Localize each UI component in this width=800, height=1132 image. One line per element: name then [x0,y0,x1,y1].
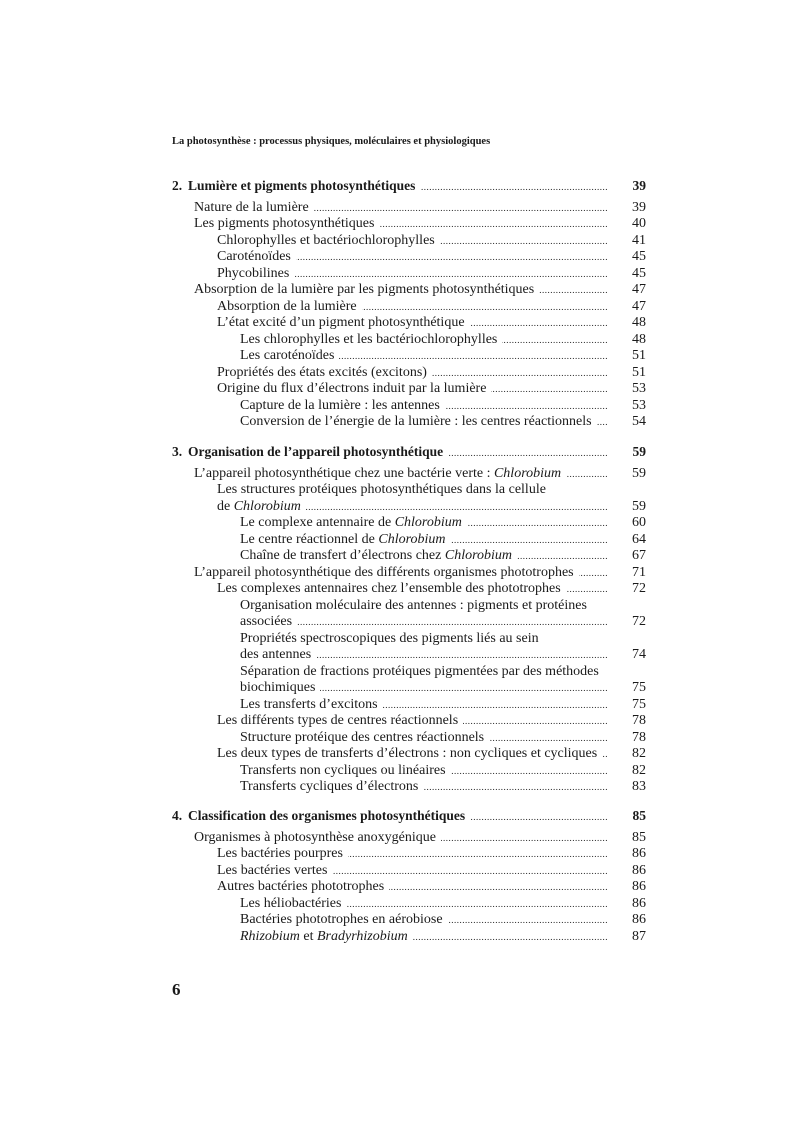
entry-title [217,249,291,266]
toc-entry [172,565,646,582]
entry-title-part: Nature de la lumière [194,199,309,215]
dot-leader [296,249,608,266]
toc-entry [172,515,646,532]
dot-leader [467,515,608,532]
dot-leader [440,233,608,250]
page-ref: 60 [632,515,646,530]
chapter-heading [172,444,443,461]
chapter-number: 3. [172,444,183,459]
toc-entry [172,631,646,648]
page-ref: 85 [632,829,646,845]
toc-entry [172,846,646,863]
entry-title [217,233,435,250]
dot-leader [320,680,608,697]
entry-title-part: L’appareil photosynthétique des différents organismes phototrophes [194,564,574,580]
page-ref: 82 [632,762,646,778]
page-ref: 86 [632,862,646,878]
page-ref: 78 [632,729,646,745]
toc-entry [172,896,646,913]
page-ref: 72 [632,581,646,596]
chapter-heading [172,178,415,195]
dot-leader [348,846,608,863]
entry-title [240,598,587,615]
entry-title-part: Les complexes antennaires chez l’ensemble des phototrophes [217,581,561,596]
entry-title [240,515,462,532]
entry-title-part: Structure protéique des centres réactionnels [240,729,485,745]
toc-entry [172,282,646,299]
entry-title [194,200,309,217]
page-ref: 78 [632,713,646,728]
entry-title [217,365,427,382]
entry-title-part: Absorption de la lumière par les pigments photosynthétiques [194,282,535,297]
dot-leader [339,348,608,365]
entry-title-part: des antennes [240,647,312,662]
dot-leader [597,414,608,431]
entry-title [217,746,597,763]
dot-leader [413,929,608,946]
dot-leader [314,200,608,217]
entry-title [217,879,384,896]
dot-leader [602,746,608,763]
dot-leader [379,216,608,233]
toc-entry [172,365,646,382]
page-ref: 82 [632,746,646,761]
entry-title-part: Bactéries phototrophes en aérobiose [240,912,443,927]
page-ref: 39 [632,178,646,193]
toc-entry [172,697,646,714]
entry-title-part: Organismes à photosynthèse anoxygénique [194,829,436,845]
chapter-number: 4. [172,808,183,823]
entry-title [194,216,374,233]
toc-entry [172,863,646,880]
page-ref: 53 [632,381,646,396]
entry-title [240,779,418,796]
entry-title-part: Les deux types de transferts d’électrons : non cycliques et cycliques [217,746,598,761]
entry-title [240,548,512,565]
page-ref: 39 [632,199,646,215]
entry-title-part: Chlorobium [444,548,513,563]
entry-title [240,929,408,946]
entry-title [194,466,561,483]
entry-title [240,763,446,780]
entry-title-part: Les pigments photosynthétiques [194,216,375,231]
entry-title [194,830,436,847]
entry-title [240,614,292,631]
toc-entry [172,499,646,516]
dot-leader [579,565,608,582]
dot-leader [517,548,608,565]
entry-title [240,912,443,929]
dot-leader [420,179,608,196]
entry-title-part: Phycobilines [217,265,290,281]
entry-title-part: et [299,928,317,944]
dot-leader [389,879,608,896]
page-ref: 45 [632,249,646,264]
dot-leader [502,332,608,349]
entry-title-part: Caroténoïdes [217,249,291,264]
page-ref: 86 [632,879,646,894]
dot-leader [448,912,608,929]
entry-title-part: Transferts non cycliques ou linéaires [240,762,446,778]
dot-leader [445,398,608,415]
entry-title [217,482,546,499]
chapter-heading [172,808,465,825]
page-number: 6 [172,980,181,999]
toc-entry [172,482,646,499]
entry-title-part: Conversion de l’énergie de la lumière : les centres réactionnels [240,414,592,429]
dot-leader [463,713,608,730]
toc-entry [172,763,646,780]
toc-chapter-title [172,178,646,195]
dot-leader [489,730,608,747]
chapter-title: Organisation de l’appareil photosynthétique [188,444,444,459]
entry-title [217,863,327,880]
dot-leader [470,809,608,826]
toc-chapter-title [172,444,646,461]
toc-entry [172,200,646,217]
dot-leader [451,763,608,780]
entry-title [217,299,357,316]
dot-leader [491,381,608,398]
entry-title-part: Organisation moléculaire des antennes : pigments et protéines [240,597,587,613]
toc-section-3 [172,444,646,796]
toc-entry [172,398,646,415]
entry-title-part: biochimiques [240,680,316,695]
page-ref: 51 [632,364,646,380]
toc-section-4 [172,808,646,945]
dot-leader [441,830,608,847]
entry-title-part: Les héliobactéries [240,895,342,911]
toc-entry [172,912,646,929]
toc-entry [172,466,646,483]
page-ref: 64 [632,531,646,547]
entry-title [240,332,497,349]
dot-leader [297,614,608,631]
entry-title [194,565,574,582]
entry-title-part: Absorption de la lumière [217,298,357,314]
toc-entry [172,581,646,598]
toc-entry [172,713,646,730]
page-ref: 41 [632,232,646,248]
entry-title-part: Transferts cycliques d’électrons [240,779,419,794]
page-ref: 53 [632,397,646,413]
entry-title-part: Les structures protéiques photosynthétiques dans la cellule [217,482,546,497]
page-ref: 59 [632,444,646,459]
entry-title [217,713,458,730]
entry-title [217,381,486,398]
entry-title-part: Les différents types de centres réactionnels [217,713,459,728]
entry-title [240,631,539,648]
toc-entry [172,614,646,631]
toc-entry [172,830,646,847]
dot-leader [346,896,608,913]
toc-entry [172,548,646,565]
entry-title-part: Les bactéries pourpres [217,846,343,861]
chapter-number: 2. [172,178,183,193]
dot-leader [432,365,608,382]
toc-entry [172,348,646,365]
chapter-title: Classification des organismes photosynthétiques [188,808,466,823]
chapter-title: Lumière et pigments photosynthétiques [188,178,416,193]
page-ref: 59 [632,465,646,481]
toc-entry [172,381,646,398]
dot-leader [566,466,608,483]
entry-title-part: L’appareil photosynthétique chez une bactérie verte : [194,465,494,481]
entry-title [217,499,301,516]
entry-title-part: Le complexe antennaire de [240,515,395,530]
entry-title-part: Les chlorophylles et les bactériochlorophylles [240,331,498,347]
page-ref: 67 [632,548,646,563]
entry-title-part: Chlorobium [378,531,446,547]
page-ref: 86 [632,895,646,911]
entry-title-part: de [217,498,234,514]
page-ref: 87 [632,928,646,944]
entry-title-part: Chlorobium [233,498,301,514]
toc-entry [172,216,646,233]
running-header: La photosynthèse : processus physiques, moléculaires et physiologiques [172,136,491,147]
page-ref: 74 [632,647,646,662]
toc-section-2 [172,178,646,431]
entry-title-part: L’état excité d’un pigment photosynthétique [217,315,465,330]
dot-leader [423,779,608,796]
entry-title-part: Propriétés spectroscopiques des pigments liés au sein [240,630,539,646]
entry-title-part: Rhizobium [240,928,300,944]
page-ref: 48 [632,331,646,347]
page-ref: 40 [632,216,646,231]
toc-entry [172,532,646,549]
toc-entry [172,332,646,349]
entry-title-part: Séparation de fractions protéiques pigmentées par des méthodes [240,663,599,679]
entry-title [217,581,561,598]
entry-title-part: Capture de la lumière : les antennes [240,397,440,413]
entry-title [217,846,343,863]
toc-entry [172,315,646,332]
page-ref: 71 [632,564,646,580]
entry-title [240,647,311,664]
dot-leader [539,282,608,299]
dot-leader [362,299,608,316]
entry-title [217,315,465,332]
toc-entry [172,249,646,266]
entry-title-part: Autres bactéries phototrophes [217,879,385,894]
toc-entry [172,299,646,316]
toc-entry [172,929,646,946]
toc-entry [172,746,646,763]
entry-title-part: Origine du flux d’électrons induit par la lumière [217,381,487,396]
dot-leader [451,532,608,549]
page-ref: 47 [632,298,646,314]
dot-leader [448,445,608,462]
page-ref: 72 [632,614,646,629]
entry-title-part: Chlorophylles et bactériochlorophylles [217,232,435,248]
page-ref: 83 [632,779,646,794]
entry-title-part: Le centre réactionnel de [240,531,379,547]
page-ref: 86 [632,846,646,861]
entry-title [194,282,534,299]
dot-leader [383,697,608,714]
toc-entry [172,680,646,697]
page-ref: 48 [632,315,646,330]
dot-leader [566,581,608,598]
toc-entry [172,266,646,283]
entry-title-part: associées [240,614,293,629]
entry-title [240,532,446,549]
toc-entry [172,598,646,615]
entry-title-part: Chlorobium [493,465,562,481]
dot-leader [470,315,608,332]
entry-title-part: Propriétés des états excités (excitons) [217,364,427,380]
page-ref: 45 [632,265,646,281]
dot-leader [306,499,608,516]
page-ref: 47 [632,282,646,297]
toc-entry [172,647,646,664]
dot-leader [332,863,608,880]
page-ref: 59 [632,498,646,514]
toc-entry [172,664,646,681]
page-ref: 54 [632,414,646,429]
entry-title [240,697,378,714]
page-ref: 51 [632,348,646,363]
dot-leader [294,266,608,283]
page-ref: 85 [632,808,646,823]
entry-title [240,414,592,431]
entry-title [240,896,341,913]
dot-leader [316,647,608,664]
page-ref: 75 [632,696,646,712]
entry-title-part: Chlorobium [394,515,462,530]
entry-title [240,664,599,681]
toc-entry [172,414,646,431]
page-ref: 75 [632,680,646,695]
entry-title-part: Les bactéries vertes [217,862,328,878]
entry-title [240,730,484,747]
toc-chapter-title [172,808,646,825]
toc-entry [172,779,646,796]
page-ref: 86 [632,912,646,927]
entry-title-part: Bradyrhizobium [317,928,408,944]
entry-title-part: Les transferts d’excitons [240,696,378,712]
entry-title-part: Les caroténoïdes [240,348,335,363]
entry-title [240,348,334,365]
toc-entry [172,879,646,896]
toc-entry [172,233,646,250]
toc-entry [172,730,646,747]
entry-title [240,680,315,697]
entry-title [240,398,440,415]
entry-title [217,266,289,283]
entry-title-part: Chaîne de transfert d’électrons chez [240,548,445,563]
